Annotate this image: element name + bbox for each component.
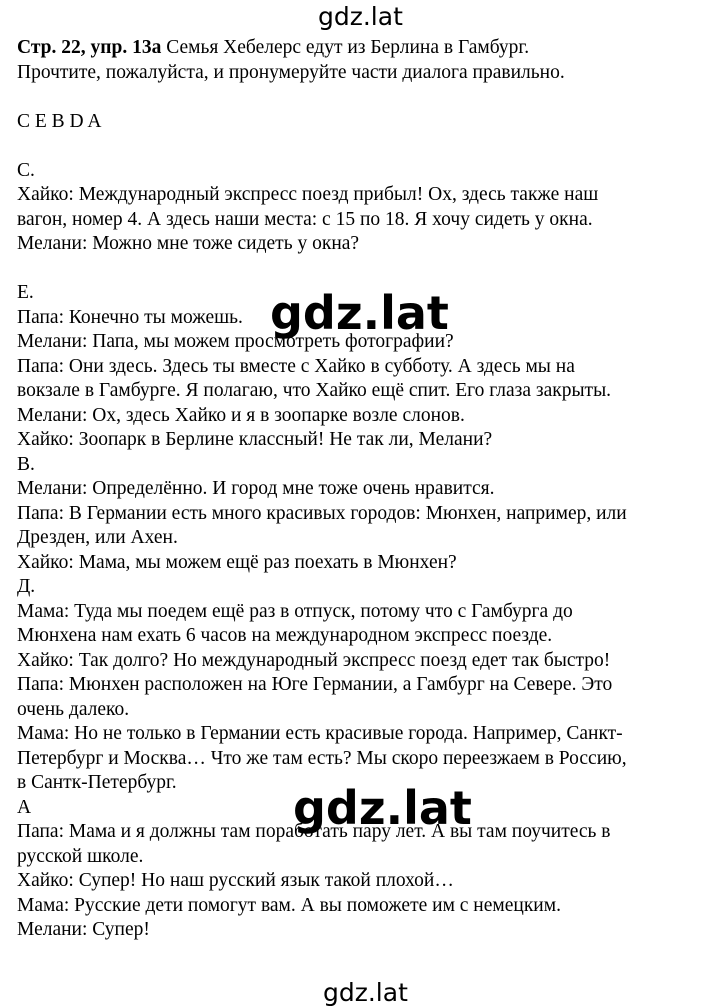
dialogue-line: Папа: Они здесь. Здесь ты вместе с Хайко в субботу. А здесь мы на: [17, 355, 575, 377]
dialogue-line: русской школе.: [17, 845, 144, 867]
dialogue-line: Мелани: Можно мне тоже сидеть у окна?: [17, 233, 360, 254]
dialogue-line: Хайко: Зоопарк в Берлине классный! Не так ли, Мелани?: [17, 429, 493, 450]
dialogue-line: Хайко: Мама, мы можем ещё раз поехать в Мюнхен?: [17, 551, 457, 573]
dialogue-line: Петербург и Москва… Что же там есть? Мы скоро переезжаем в Россию,: [17, 747, 627, 769]
dialogue-line: Мелани: Ох, здесь Хайко и я в зоопарке возле слонов.: [17, 404, 465, 426]
dialogue-line: Хайко: Международный экспресс поезд прибыл! Ох, здесь также наш: [17, 184, 599, 205]
dialogue-line: Мама: Но не только в Германии есть красивые города. Например, Санкт-: [17, 723, 623, 744]
watermark-middle-2: gdz.lat: [293, 781, 472, 835]
watermark-bottom: gdz.lat: [323, 978, 408, 1007]
dialogue-line: Дрезден, или Ахен.: [17, 527, 178, 548]
dialogue-line: Мюнхена нам ехать 6 часов на международном экспресс поезде.: [17, 625, 553, 646]
dialogue-line: Папа: Конечно ты можешь.: [17, 306, 243, 328]
dialogue-line: Мелани: Папа, мы можем просмотреть фотографии?: [17, 331, 454, 352]
dialogue-line: Хайко: Так долго? Но международный экспресс поезд едет так быстро!: [17, 649, 611, 671]
section-e-label: Е.: [17, 282, 34, 303]
section-b-label: В.: [17, 453, 35, 475]
dialogue-line: очень далеко.: [17, 698, 130, 720]
section-d-label: Д.: [17, 576, 36, 597]
dialogue-line: Папа: Мама и я должны там поработать пару лет. А вы там поучитесь в: [17, 821, 611, 842]
dialogue-line: вагон, номер 4. А здесь наши места: с 15 по 18. Я хочу сидеть у окна.: [17, 208, 593, 230]
watermark-middle-1: gdz.lat: [270, 286, 449, 340]
section-a-label: А: [17, 796, 32, 818]
dialogue-line: Мама: Русские дети помогут вам. А вы поможете им с немецким.: [17, 894, 561, 916]
header-text: Семья Хебелерс едут из Берлина в Гамбург.: [161, 37, 530, 58]
exercise-reference: Стр. 22, упр. 13а: [17, 37, 162, 58]
dialogue-line: Мелани: Супер!: [17, 919, 150, 940]
dialogue-line: в Сантк-Петербург.: [17, 772, 177, 793]
section-c-label: С.: [17, 159, 35, 181]
header-line-2: Прочтите, пожалуйста, и пронумеруйте части диалога правильно.: [17, 61, 565, 83]
header-line-1: [17, 36, 717, 61]
dialogue-line: Папа: В Германии есть много красивых городов: Мюнхен, например, или: [17, 502, 627, 524]
dialogue-line: Папа: Мюнхен расположен на Юге Германии, а Гамбург на Севере. Это: [17, 674, 613, 695]
dialogue-line: Мама: Туда мы поедем ещё раз в отпуск, потому что с Гамбурга до: [17, 600, 573, 622]
dialogue-line: Хайко: Супер! Но наш русский язык такой плохой…: [17, 870, 454, 891]
watermark-top: gdz.lat: [318, 2, 403, 31]
dialogue-line: Мелани: Определённо. И город мне тоже очень нравится.: [17, 478, 495, 499]
dialogue-line: вокзале в Гамбурге. Я полагаю, что Хайко ещё спит. Его глаза закрыты.: [17, 380, 612, 401]
answer-order: C E B D A: [17, 110, 102, 132]
